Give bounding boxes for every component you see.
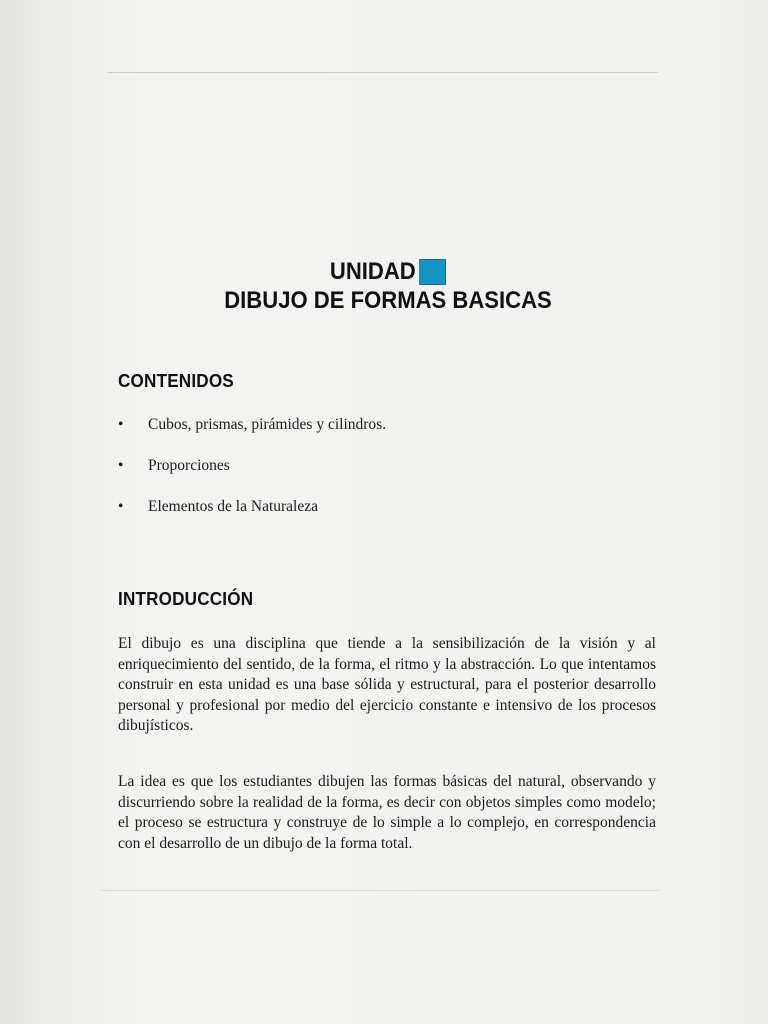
unit-title — [118, 258, 658, 316]
unit-subtitle: DIBUJO DE FORMAS BASICAS — [224, 287, 552, 314]
introduccion-paragraph-1: El dibujo es una disciplina que tiende a la sensibilización de la visión y al enriquecimiento del sentido, de la forma, el ritmo y la abstracción. Lo que intentamos construir en esta unidad es una base sólida y estructural, para el posterior desarrollo personal y profesional por medio del ejercicio constante e intensivo de los procesos dibujísticos. — [118, 635, 656, 734]
bullet-icon: • — [118, 416, 124, 433]
bullet-icon: • — [118, 457, 124, 474]
bullet-icon: • — [118, 498, 124, 515]
list-item — [118, 414, 386, 455]
introduccion-paragraph-2: La idea es que los estudiantes dibujen las formas básicas del natural, observando y discurriendo sobre la realidad de la forma, es decir con objetos simples como modelo; el proceso se estructura y construye de lo simple a lo complejo, en correspondencia con el desarrollo de un dibujo de la forma total. — [118, 773, 656, 852]
list-item — [118, 455, 386, 496]
introduccion-heading: INTRODUCCIÓN — [118, 589, 254, 609]
list-item-text: Proporciones — [148, 457, 230, 474]
contenidos-list — [118, 414, 386, 537]
unit-label: UNIDAD — [329, 258, 416, 285]
list-item-text: Cubos, prismas, pirámides y cilindros. — [148, 416, 387, 433]
bleed-through-rule — [100, 890, 660, 891]
list-item — [118, 496, 386, 537]
unit-badge-square-icon — [419, 259, 446, 285]
contenidos-heading: CONTENIDOS — [118, 371, 234, 391]
bleed-through-rule — [108, 72, 658, 73]
list-item-text: Elementos de la Naturaleza — [148, 498, 318, 515]
